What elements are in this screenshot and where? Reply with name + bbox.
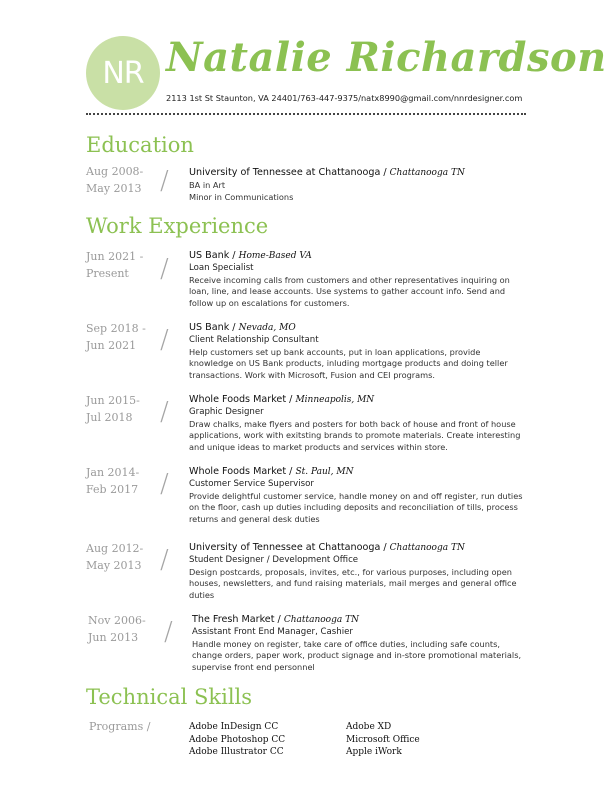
- employer-location: Nevada, MO: [238, 323, 296, 333]
- skills-column-2: [346, 721, 420, 759]
- date-end: Feb 2017: [86, 483, 139, 496]
- employer-name: University of Tennessee at Chattanooga /: [189, 542, 387, 553]
- slash-divider: /: [160, 397, 169, 427]
- slash-divider: /: [160, 469, 169, 499]
- skills-heading: Technical Skills: [86, 685, 253, 709]
- employer-location: St. Paul, MN: [295, 467, 354, 477]
- job-entry: [189, 321, 525, 381]
- candidate-name: Natalie Richardson: [166, 34, 607, 81]
- date-start: Jun 2021 -: [86, 250, 144, 263]
- job-date: [86, 248, 158, 282]
- employer-name: Whole Foods Market /: [189, 466, 293, 477]
- slash-divider: /: [160, 254, 169, 284]
- job-title: Student Designer / Development Office: [189, 555, 359, 565]
- date-end: Present: [86, 267, 129, 280]
- school-location: Chattanooga TN: [389, 168, 465, 178]
- job-description: Draw chalks, make flyers and posters for both back of house and front of house applications, work with exitsting brands to promote materials. Create interesting and unique ideas to market products and services within store.: [189, 418, 521, 452]
- job-description: Provide delightful customer service, handle money on and off register, run duties on the floor, cash up duties including deposits and reconciliation of tills, process returns and general desk duties: [189, 490, 523, 524]
- contact-info: 2113 1st St Staunton, VA 24401/763-447-9375/natx8990@gmail.com/nnrdesigner.com: [166, 93, 523, 103]
- skill-item: Adobe Illustrator CC: [189, 747, 284, 757]
- job-date: [88, 612, 160, 646]
- education-date: [86, 163, 158, 197]
- employer-name: The Fresh Market /: [192, 614, 281, 625]
- job-entry: [189, 393, 525, 453]
- education-heading: Education: [86, 133, 194, 157]
- entry-head: [189, 249, 525, 263]
- entry-head: [189, 393, 525, 407]
- date-start: Jan 2014-: [86, 466, 140, 479]
- skill-item: Adobe Photoshop CC: [189, 734, 286, 745]
- job-description: Design postcards, proposals, invites, etc., for various purposes, including open houses, newsletters, and fund raising materials, mail merges and general office duties: [189, 566, 517, 600]
- skill-item: Adobe InDesign CC: [189, 722, 279, 732]
- entry-head: [189, 541, 525, 555]
- employer-location: Home-Based VA: [238, 251, 312, 261]
- job-entry: [189, 541, 525, 601]
- employer-location: Minneapolis, MN: [295, 395, 375, 405]
- date-start: Nov 2006-: [88, 614, 146, 627]
- job-title: Assistant Front End Manager, Cashier: [192, 627, 353, 637]
- job-date: [86, 392, 158, 426]
- employer-location: Chattanooga TN: [389, 543, 465, 553]
- skill-item: Apple iWork: [346, 747, 402, 757]
- skills-column-1: [189, 721, 285, 759]
- date-end: May 2013: [86, 559, 142, 572]
- school-name: University of Tennessee at Chattanooga /: [189, 167, 387, 178]
- date-start: Jun 2015-: [86, 394, 140, 407]
- date-end: Jun 2013: [88, 631, 139, 644]
- dotted-divider: [86, 113, 526, 115]
- job-entry: [192, 613, 525, 673]
- job-title: Client Relationship Consultant: [189, 335, 319, 345]
- employer-name: US Bank /: [189, 250, 236, 261]
- job-date: [86, 464, 158, 498]
- employer-name: US Bank /: [189, 322, 236, 333]
- entry-head: [189, 321, 525, 335]
- skills-label: Programs /: [89, 720, 151, 733]
- skill-item: Adobe XD: [346, 722, 392, 732]
- entry-head: [192, 613, 525, 627]
- job-title: Graphic Designer: [189, 407, 264, 417]
- job-entry: [189, 249, 525, 309]
- work-heading: Work Experience: [86, 214, 269, 238]
- education-entry: [189, 166, 525, 203]
- employer-name: Whole Foods Market /: [189, 394, 293, 405]
- job-description: Handle money on register, take care of office duties, including safe counts, change orders, paper work, product signage and in-store promotional materials, supervise front end personnel: [192, 638, 522, 672]
- slash-divider: /: [160, 166, 169, 196]
- monogram-logo: NR: [86, 36, 160, 110]
- job-description: Help customers set up bank accounts, put in loan applications, provide knowledge on US Bank products, inluding mortgage products and doing teller transactions. Work with Microsoft, Fusion and CEI programs.: [189, 346, 508, 380]
- minor: Minor in Communications: [189, 191, 294, 202]
- date-start: Sep 2018 -: [86, 322, 146, 335]
- entry-head: [189, 465, 525, 479]
- slash-divider: /: [160, 325, 169, 355]
- slash-divider: /: [164, 617, 173, 647]
- job-title: Customer Service Supervisor: [189, 479, 314, 489]
- entry-head: [189, 166, 525, 180]
- date-start: Aug 2008-: [86, 165, 144, 178]
- date-end: Jul 2018: [86, 411, 133, 424]
- date-end: May 2013: [86, 182, 142, 195]
- date-start: Aug 2012-: [86, 542, 144, 555]
- job-description: Receive incoming calls from customers and other representatives inquiring on loan, line, and lease accounts. Use systems to gather account info. Send and follow up on escalations for customers.: [189, 274, 510, 308]
- job-entry: [189, 465, 525, 525]
- date-end: Jun 2021: [86, 339, 137, 352]
- job-date: [86, 320, 158, 354]
- employer-location: Chattanooga TN: [283, 615, 359, 625]
- job-date: [86, 540, 158, 574]
- degree: BA in Art: [189, 180, 226, 190]
- job-title: Loan Specialist: [189, 263, 254, 273]
- skill-item: Microsoft Office: [346, 734, 420, 745]
- slash-divider: /: [160, 545, 169, 575]
